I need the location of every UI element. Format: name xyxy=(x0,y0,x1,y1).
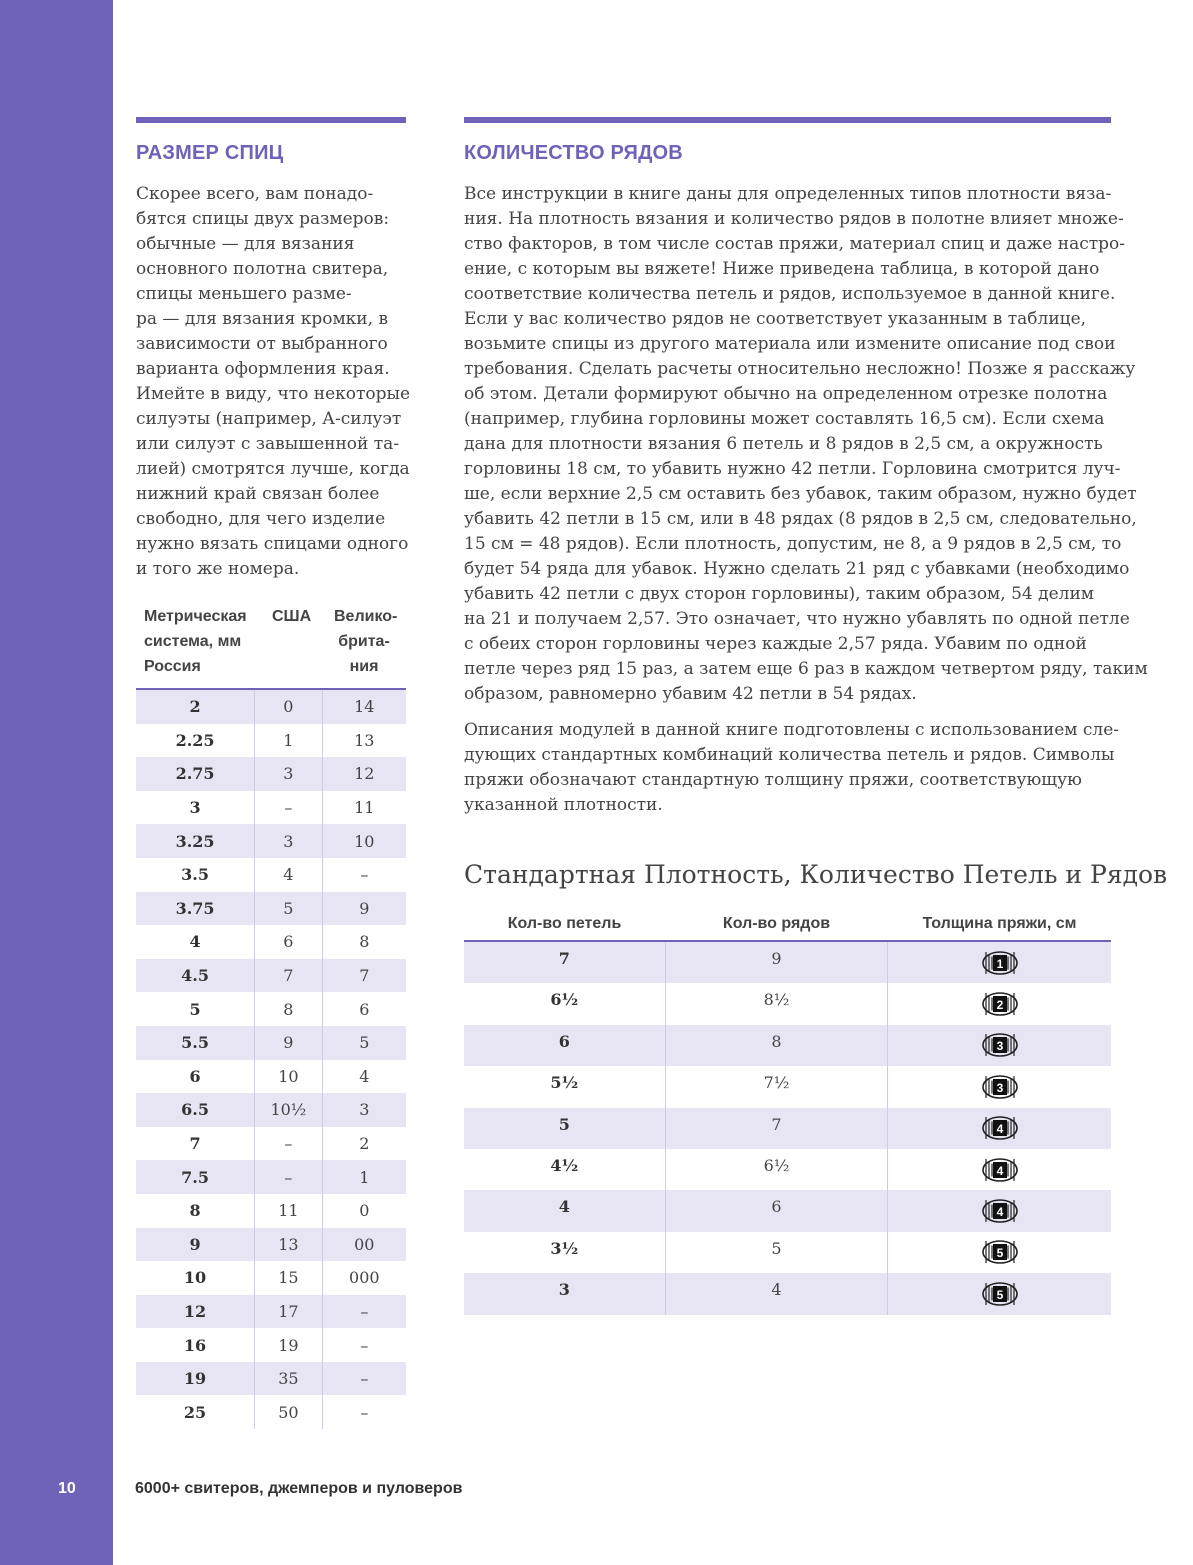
header-line: Россия xyxy=(144,658,201,675)
paragraph-line: об этом. Детали формируют обычно на определенном отрезке полотна xyxy=(464,384,1108,404)
us-cell: 8 xyxy=(254,992,322,1026)
metric-cell: 6 xyxy=(189,1066,201,1086)
yarn-weight-icon xyxy=(981,1032,1019,1058)
paragraph-line: нижний край связан более xyxy=(136,484,380,504)
svg-text:4: 4 xyxy=(996,1163,1004,1178)
stitches-cell: 4 xyxy=(558,1197,570,1217)
table-row xyxy=(136,1026,406,1060)
us-cell: 11 xyxy=(254,1194,322,1228)
needle-size-heading: РАЗМЕР СПИЦ xyxy=(136,142,284,164)
header-line: Велико- xyxy=(334,608,398,625)
paragraph-line: обычные — для вязания xyxy=(136,234,355,254)
header-line: система, мм xyxy=(144,633,242,650)
metric-cell: 3.75 xyxy=(175,898,215,918)
book-title: 6000+ свитеров, джемперов и пуловеров xyxy=(135,1480,463,1497)
header-yarn: Толщина пряжи, см xyxy=(922,915,1077,932)
paragraph-line: убавить 42 петли в 15 см, или в 48 рядах (8 рядов в 2,5 см, следовательно, xyxy=(464,509,1137,529)
yarn-cell xyxy=(887,942,1111,983)
table-row xyxy=(464,1108,1111,1149)
header-us: США xyxy=(272,608,312,625)
header-rows: Кол-во рядов xyxy=(722,915,831,932)
gauge-table-header xyxy=(464,908,1111,942)
table-row xyxy=(136,959,406,993)
uk-cell: 3 xyxy=(322,1093,406,1127)
uk-cell: 7 xyxy=(322,959,406,993)
table-row xyxy=(136,1261,406,1295)
uk-cell: 0 xyxy=(322,1194,406,1228)
paragraph-line: свободно, для чего изделие xyxy=(136,509,386,529)
us-cell: 15 xyxy=(254,1261,322,1295)
paragraph-line: образом, равномерно убавим 42 петли в 54 рядах. xyxy=(464,684,917,704)
metric-cell: 3.25 xyxy=(175,831,215,851)
metric-cell: 10 xyxy=(183,1268,207,1288)
us-cell: 17 xyxy=(254,1295,322,1329)
metric-cell: 3.5 xyxy=(181,865,209,885)
us-cell: 4 xyxy=(254,858,322,892)
rows-cell: 5 xyxy=(665,1232,888,1273)
metric-cell: 8 xyxy=(189,1201,201,1221)
table-row xyxy=(136,1328,406,1362)
needle-size-table xyxy=(136,600,406,1429)
table-row xyxy=(136,1093,406,1127)
metric-cell: 3 xyxy=(189,798,201,818)
yarn-cell xyxy=(887,1108,1111,1149)
header-line: Метрическая xyxy=(144,608,247,625)
table-row xyxy=(464,1273,1111,1314)
metric-cell: 12 xyxy=(183,1301,207,1321)
rows-cell: 8 xyxy=(665,1025,888,1066)
table-row xyxy=(464,1149,1111,1190)
gauge-table-title: Стандартная Плотность, Количество Петель и Рядов xyxy=(464,860,1168,889)
yarn-cell xyxy=(887,1066,1111,1107)
svg-text:4: 4 xyxy=(996,1205,1004,1220)
paragraph-line: и того же номера. xyxy=(136,559,300,579)
table-row xyxy=(464,1190,1111,1231)
uk-cell: 11 xyxy=(322,791,406,825)
stitches-cell: 6½ xyxy=(550,990,579,1010)
yarn-weight-icon xyxy=(981,1198,1019,1224)
paragraph-line: дана для плотности вязания 6 петель и 8 рядов в 2,5 см, а окружность xyxy=(464,434,1103,454)
metric-cell: 9 xyxy=(189,1234,201,1254)
metric-cell: 25 xyxy=(183,1402,207,1422)
metric-cell: 5 xyxy=(189,999,201,1019)
table-row xyxy=(136,690,406,724)
paragraph-line: Все инструкции в книге даны для определенных типов плотности вяза- xyxy=(464,184,1112,204)
stitches-cell: 5½ xyxy=(550,1073,579,1093)
stitches-cell: 7 xyxy=(558,949,570,968)
table-row xyxy=(464,942,1111,983)
uk-cell: 6 xyxy=(322,992,406,1026)
gauge-table xyxy=(464,908,1111,1315)
table-row xyxy=(136,892,406,926)
table-row xyxy=(136,1194,406,1228)
uk-cell: – xyxy=(322,858,406,892)
yarn-weight-icon xyxy=(981,1074,1019,1100)
metric-cell: 16 xyxy=(183,1335,207,1355)
metric-cell: 2.25 xyxy=(175,730,215,750)
paragraph-line: ния. На плотность вязания и количество рядов в полотне влияет множе- xyxy=(464,209,1124,229)
modules-paragraph xyxy=(464,718,1119,818)
svg-text:3: 3 xyxy=(996,1080,1004,1095)
metric-cell: 7 xyxy=(189,1134,201,1154)
us-cell: 5 xyxy=(254,892,322,926)
yarn-cell xyxy=(887,1025,1111,1066)
yarn-weight-icon xyxy=(981,1239,1019,1265)
yarn-cell xyxy=(887,1232,1111,1273)
us-cell: 13 xyxy=(254,1228,322,1262)
page-number: 10 xyxy=(58,1480,76,1497)
svg-text:3: 3 xyxy=(996,1039,1004,1054)
paragraph-line: на 21 и получаем 2,57. Это означает, что нужно убавлять по одной петле xyxy=(464,609,1130,629)
uk-cell: 5 xyxy=(322,1026,406,1060)
uk-cell: 10 xyxy=(322,824,406,858)
table-row xyxy=(136,757,406,791)
us-cell: 0 xyxy=(254,690,322,724)
paragraph-line: (например, глубина горловины может составлять 16,5 см). Если схема xyxy=(464,409,1105,429)
metric-cell: 19 xyxy=(183,1369,207,1389)
us-cell: 7 xyxy=(254,959,322,993)
paragraph-line: с обеих сторон горловины через каждые 2,57 ряда. Убавим по одной xyxy=(464,634,1087,654)
us-cell: 50 xyxy=(254,1395,322,1429)
uk-cell: – xyxy=(322,1295,406,1329)
svg-text:5: 5 xyxy=(996,1246,1004,1261)
us-cell: – xyxy=(254,1127,322,1161)
header-line: брита- xyxy=(338,633,390,650)
paragraph-line: Описания модулей в данной книге подготовлены с использованием сле- xyxy=(464,720,1120,740)
metric-cell: 5.5 xyxy=(181,1033,209,1053)
us-cell: – xyxy=(254,791,322,825)
us-cell: 3 xyxy=(254,824,322,858)
metric-cell: 7.5 xyxy=(181,1167,209,1187)
uk-cell: – xyxy=(322,1362,406,1396)
rows-cell: 7 xyxy=(665,1108,888,1149)
us-cell: – xyxy=(254,1160,322,1194)
left-heading-rule xyxy=(136,117,406,123)
table-row xyxy=(136,791,406,825)
paragraph-line: зависимости от выбранного xyxy=(136,334,388,354)
uk-cell: 2 xyxy=(322,1127,406,1161)
table-row xyxy=(464,983,1111,1024)
paragraph-line: соответствие количества петель и рядов, используемое в данной книге. xyxy=(464,284,1116,304)
stitches-cell: 5 xyxy=(558,1114,570,1134)
paragraph-line: бятся спицы двух размеров: xyxy=(136,209,390,229)
header-uk xyxy=(334,604,398,679)
yarn-weight-icon xyxy=(981,1115,1019,1141)
paragraph-line: основного полотна свитера, xyxy=(136,259,389,279)
needle-size-paragraph xyxy=(136,182,410,582)
us-cell: 3 xyxy=(254,757,322,791)
header-stitches: Кол-во петель xyxy=(507,915,622,932)
paragraph-line: Скорее всего, вам понадо- xyxy=(136,184,374,204)
rows-cell: 7½ xyxy=(665,1066,888,1107)
paragraph-line: или силуэт с завышенной та- xyxy=(136,434,400,454)
yarn-weight-icon xyxy=(981,950,1019,976)
paragraph-line: нужно вязать спицами одного xyxy=(136,534,409,554)
uk-cell: 4 xyxy=(322,1060,406,1094)
us-cell: 35 xyxy=(254,1362,322,1396)
paragraph-line: лией) смотрятся лучше, когда xyxy=(136,459,410,479)
right-heading-rule xyxy=(464,117,1111,123)
paragraph-line: спицы меньшего разме- xyxy=(136,284,352,304)
us-cell: 10½ xyxy=(254,1093,322,1127)
svg-text:1: 1 xyxy=(996,956,1004,971)
header-line: ния xyxy=(349,658,379,675)
us-cell: 9 xyxy=(254,1026,322,1060)
paragraph-line: ство факторов, в том числе состав пряжи, материал спиц и даже настро- xyxy=(464,234,1126,254)
uk-cell: 000 xyxy=(322,1261,406,1295)
us-cell: 10 xyxy=(254,1060,322,1094)
us-cell: 6 xyxy=(254,925,322,959)
stitches-cell: 3½ xyxy=(550,1238,579,1258)
yarn-cell xyxy=(887,1190,1111,1231)
rows-cell: 6½ xyxy=(665,1149,888,1190)
table-row xyxy=(136,824,406,858)
paragraph-line: ение, с которым вы вяжете! Ниже приведена таблица, в которой дано xyxy=(464,259,1100,279)
paragraph-line: будет 54 ряда для убавок. Нужно сделать 21 ряд с убавками (необходимо xyxy=(464,559,1130,579)
us-cell: 19 xyxy=(254,1328,322,1362)
paragraph-line: 15 см = 48 рядов). Если плотность, допустим, не 8, а 9 рядов в 2,5 см, то xyxy=(464,534,1122,554)
paragraph-line: петле через ряд 15 раз, а затем еще 6 раз в каждом четвертом ряду, таким xyxy=(464,659,1148,679)
paragraph-line: силуэты (например, А-силуэт xyxy=(136,409,402,429)
rows-cell: 4 xyxy=(665,1273,888,1314)
table-row xyxy=(136,992,406,1026)
table-row xyxy=(136,724,406,758)
yarn-cell xyxy=(887,1273,1111,1314)
svg-text:5: 5 xyxy=(996,1287,1004,1302)
svg-text:2: 2 xyxy=(996,998,1004,1013)
table-row xyxy=(136,1362,406,1396)
paragraph-line: ра — для вязания кромки, в xyxy=(136,309,389,329)
stitches-cell: 4½ xyxy=(550,1155,579,1175)
paragraph-line: Если у вас количество рядов не соответствует указанным в таблице, xyxy=(464,309,1087,329)
paragraph-line: горловины 18 см, то убавить нужно 42 петли. Горловина смотрится луч- xyxy=(464,459,1121,479)
header-metric xyxy=(144,604,247,679)
uk-cell: 13 xyxy=(322,724,406,758)
needle-table-header xyxy=(136,600,406,690)
paragraph-line: пряжи обозначают стандартную толщину пряжи, соответствующую xyxy=(464,770,1082,790)
uk-cell: 00 xyxy=(322,1228,406,1262)
paragraph-line: дующих стандартных комбинаций количества петель и рядов. Символы xyxy=(464,745,1115,765)
yarn-weight-icon xyxy=(981,1281,1019,1307)
yarn-weight-icon xyxy=(981,1157,1019,1183)
paragraph-line: Имейте в виду, что некоторые xyxy=(136,384,411,404)
rows-cell: 9 xyxy=(665,942,888,983)
sidebar-band xyxy=(0,0,113,1565)
metric-cell: 6.5 xyxy=(181,1100,209,1120)
table-row xyxy=(136,1295,406,1329)
paragraph-line: возьмите спицы из другого материала или измените описание под свои xyxy=(464,334,1116,354)
uk-cell: – xyxy=(322,1395,406,1429)
uk-cell: 9 xyxy=(322,892,406,926)
paragraph-line: ше, если верхние 2,5 см оставить без убавок, таким образом, нужно будет xyxy=(464,484,1137,504)
table-row xyxy=(136,1060,406,1094)
metric-cell: 4.5 xyxy=(181,966,209,986)
yarn-cell xyxy=(887,983,1111,1024)
uk-cell: 14 xyxy=(322,690,406,724)
table-row xyxy=(136,1127,406,1161)
table-row xyxy=(136,858,406,892)
yarn-cell xyxy=(887,1149,1111,1190)
table-row xyxy=(136,1160,406,1194)
svg-text:4: 4 xyxy=(996,1122,1004,1137)
row-count-paragraph xyxy=(464,182,1148,707)
uk-cell: 12 xyxy=(322,757,406,791)
paragraph-line: указанной плотности. xyxy=(464,795,663,815)
table-row xyxy=(136,925,406,959)
uk-cell: 8 xyxy=(322,925,406,959)
yarn-weight-icon xyxy=(981,991,1019,1017)
metric-cell: 2 xyxy=(189,697,201,717)
uk-cell: – xyxy=(322,1328,406,1362)
stitches-cell: 6 xyxy=(558,1031,570,1051)
needle-table-body xyxy=(136,690,406,1429)
metric-cell: 4 xyxy=(189,932,201,952)
paragraph-line: требования. Сделать расчеты относительно несложно! Позже я расскажу xyxy=(464,359,1136,379)
us-cell: 1 xyxy=(254,724,322,758)
table-row xyxy=(136,1395,406,1429)
paragraph-line: убавить 42 петли с двух сторон горловины), таким образом, 54 делим xyxy=(464,584,1094,604)
stitches-cell: 3 xyxy=(558,1280,570,1300)
uk-cell: 1 xyxy=(322,1160,406,1194)
table-row xyxy=(464,1025,1111,1066)
table-row xyxy=(464,1066,1111,1107)
gauge-table-body xyxy=(464,942,1111,1315)
table-row xyxy=(464,1232,1111,1273)
table-row xyxy=(136,1228,406,1262)
rows-cell: 6 xyxy=(665,1190,888,1231)
metric-cell: 2.75 xyxy=(175,764,215,784)
paragraph-line: варианта оформления края. xyxy=(136,359,390,379)
row-count-heading: КОЛИЧЕСТВО РЯДОВ xyxy=(464,142,683,164)
rows-cell: 8½ xyxy=(665,983,888,1024)
